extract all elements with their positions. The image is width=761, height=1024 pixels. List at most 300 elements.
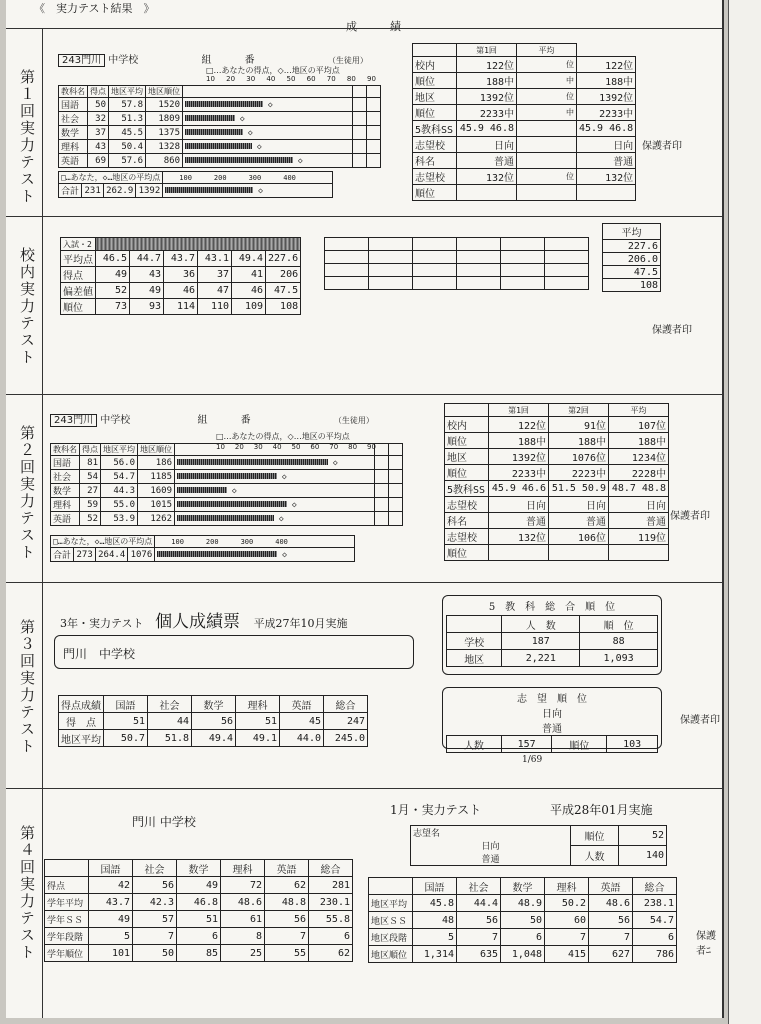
subject-score: 32: [88, 112, 109, 126]
total-avg: 262.9: [103, 184, 135, 198]
cell-value: 57: [133, 911, 177, 928]
cell-value: 50: [133, 945, 177, 962]
subject-score: 43: [88, 140, 109, 154]
rank-value: 122位: [457, 57, 517, 73]
avg-marker: ◇: [235, 113, 245, 123]
rank-row: [447, 650, 658, 667]
cell-value: 7: [265, 928, 309, 945]
subject-row: [51, 456, 403, 470]
score-col-head: 理科: [236, 696, 280, 713]
grid-cell: [369, 277, 413, 290]
col-head: 英語: [265, 860, 309, 877]
avg-row: [603, 240, 661, 253]
avg-marker: ◇: [252, 141, 262, 151]
grid-cell: [545, 238, 589, 251]
column-header: 得点: [88, 86, 109, 98]
score-row-label: 地区平均: [59, 730, 104, 747]
rank-title: 5 教 科 総 合 順 位: [488, 602, 616, 613]
blank-cell: [353, 140, 367, 154]
score-bar: [177, 501, 287, 507]
report-title: 個人成績票: [155, 612, 241, 632]
row-value: 36: [164, 267, 198, 283]
wish-title: 志 望 順 位: [517, 694, 587, 705]
avg-row: [603, 253, 661, 266]
rank-label: 地区: [413, 89, 457, 105]
count-value: 140: [619, 846, 667, 866]
cell-value: 72: [221, 877, 265, 894]
score-col-head: 国語: [104, 696, 148, 713]
subject-rank: 1015: [138, 498, 175, 512]
subject-name: 社会: [59, 112, 88, 126]
avg-marker: ◇: [277, 471, 287, 481]
grade-label: 組: [201, 55, 212, 66]
data-row: [45, 877, 353, 894]
blank-cell: [367, 140, 381, 154]
subject-rank: 1375: [146, 126, 183, 140]
col-head: 理科: [221, 860, 265, 877]
lead-label: 入試・2: [61, 238, 96, 251]
wish-value: 157: [501, 736, 552, 753]
cell-value: 786: [633, 946, 677, 963]
cell-value: 62: [265, 877, 309, 894]
subject-name: 数学: [51, 484, 80, 498]
grid-cell: [457, 238, 501, 251]
data-row: [45, 928, 353, 945]
subject-score: 59: [80, 498, 101, 512]
row-label: 地区平均: [369, 895, 413, 912]
blank-cell: [367, 98, 381, 112]
cell-value: 230.1: [309, 894, 353, 911]
total-scale: [157, 538, 288, 546]
scale-tick: 90: [367, 75, 376, 83]
number-label: 番: [244, 55, 255, 66]
row-value: 108: [266, 299, 301, 315]
column-header: 得点: [80, 444, 101, 456]
scale-tick: 70: [326, 75, 336, 83]
rank-col-head: 第2回: [549, 404, 609, 417]
total-rank: 1076: [128, 548, 155, 562]
cell-value: 8: [221, 928, 265, 945]
test-title: 1月・実力テスト: [390, 803, 482, 817]
subject-avg: 54.7: [101, 470, 138, 484]
total-rank: 1392: [136, 184, 163, 198]
blank-cell: [389, 456, 403, 470]
guardian-seal: 保護者印: [680, 715, 720, 726]
score-value: 45: [280, 713, 324, 730]
section-test-2: [6, 394, 724, 582]
row-label: 学年平均: [45, 894, 89, 911]
cell-value: 56: [589, 912, 633, 929]
row-value: 46: [164, 283, 198, 299]
cell-value: 55.8: [309, 911, 353, 928]
rank-value: 日向: [489, 497, 549, 513]
count-label: 人数: [571, 846, 619, 866]
subject-avg: 57.8: [109, 98, 146, 112]
scale-tick: 200: [213, 173, 227, 182]
total-scale: [165, 174, 296, 182]
data-row: [369, 895, 677, 912]
cell-value: 281: [309, 877, 353, 894]
rank-value: 107位: [609, 417, 669, 433]
subject-avg: 57.6: [109, 154, 146, 168]
section-label: 第３回実力テスト: [18, 619, 36, 755]
subject-rank: 1609: [138, 484, 175, 498]
row-value: 109: [232, 299, 266, 315]
subject-score: 52: [80, 512, 101, 526]
subject-score: 50: [88, 98, 109, 112]
row-value: 43.7: [164, 251, 198, 267]
scale-tick: 80: [346, 75, 356, 83]
rank-unit: 中: [517, 73, 577, 89]
rank-label: 5教科SS: [413, 121, 457, 137]
avg-marker: ◇: [274, 513, 284, 523]
sheet-title: 《 実力テスト結果 》: [34, 2, 155, 15]
score-value: 50.7: [104, 730, 148, 747]
score-bar: [185, 143, 252, 149]
avg-marker: ◇: [287, 499, 297, 509]
rank-value: 普通: [549, 513, 609, 529]
wish-course: 普通: [481, 855, 500, 865]
subject-rank: 1328: [146, 140, 183, 154]
rank-value: [577, 185, 636, 201]
cell-value: 62: [309, 945, 353, 962]
score-bar-cell: [175, 484, 375, 498]
subject-row: [59, 126, 381, 140]
rank-table: [444, 403, 669, 561]
rank-value: 普通: [609, 513, 669, 529]
rank-value: 188中: [609, 433, 669, 449]
rank-row: [413, 169, 636, 185]
rank-value: 1392位: [457, 89, 517, 105]
grid-row: [325, 238, 589, 251]
scale-tick: 20: [234, 443, 244, 451]
school-test-average: [602, 223, 661, 292]
rank-value: 1076位: [549, 449, 609, 465]
number-label: 番: [240, 415, 251, 426]
blank-col: [389, 444, 403, 456]
score-bar: [177, 473, 277, 479]
grid-cell: [501, 251, 545, 264]
rank-row: [445, 481, 669, 497]
rank-value: 106位: [549, 529, 609, 545]
row-label: 地区段階: [369, 929, 413, 946]
chart-legend: □…あなたの得点，◇…地区の平均点: [206, 66, 340, 75]
score-value: 51: [104, 713, 148, 730]
subject-name: 社会: [51, 470, 80, 484]
scale-tick: 30: [246, 75, 256, 83]
wish-table: [410, 825, 667, 866]
scale-tick: 300: [248, 173, 262, 182]
wish-school: 日向: [481, 842, 500, 852]
subject-score: 54: [80, 470, 101, 484]
subject-row: [51, 498, 403, 512]
col-head: 社会: [133, 860, 177, 877]
rank-value: 188中: [577, 73, 636, 89]
section-label: 第４回実力テスト: [18, 825, 36, 961]
avg-marker: ◇: [243, 127, 253, 137]
row-value: 47.5: [266, 283, 301, 299]
cell-value: 7: [545, 929, 589, 946]
row-value: 73: [96, 299, 130, 315]
rank-value: 2233中: [577, 105, 636, 121]
blank-cell: [367, 154, 381, 168]
guardian-seal: 保護者印: [642, 141, 682, 152]
rank-row: [413, 105, 636, 121]
scale-tick: 60: [306, 75, 316, 83]
data-row: [369, 946, 677, 963]
score-bar: [185, 101, 263, 107]
score-bar: [177, 487, 227, 493]
scale-tick: 30: [253, 443, 263, 451]
grid-cell: [325, 277, 369, 290]
row-value: 46.5: [96, 251, 130, 267]
grade-table: [44, 859, 353, 962]
col-head: 数学: [177, 860, 221, 877]
cell-value: 85: [177, 945, 221, 962]
blank-cell: [375, 498, 389, 512]
adjacent-sheet-edge: [728, 0, 761, 1024]
score-value: 245.0: [324, 730, 368, 747]
rank-label: 順位: [445, 545, 489, 561]
rank-value: 45.9 46.8: [457, 121, 517, 137]
chart-header: [175, 444, 375, 456]
cell-value: 56: [133, 877, 177, 894]
rank-value: 122位: [489, 417, 549, 433]
row-label: 学年順位: [45, 945, 89, 962]
avg-marker: ◇: [293, 155, 303, 165]
subject-score: 81: [80, 456, 101, 470]
rank-value: 48.7 48.8: [609, 481, 669, 497]
cell-value: 60: [545, 912, 589, 929]
blank-cell: [389, 484, 403, 498]
row-value: 43: [130, 267, 164, 283]
rank-value: 日向: [549, 497, 609, 513]
column-header: 教科名: [59, 86, 88, 98]
school-code: 243門川: [50, 414, 97, 427]
rank-value: [457, 185, 517, 201]
scale-tick: 50: [291, 443, 301, 451]
cell-value: 56: [265, 911, 309, 928]
rank-value: 1392位: [489, 449, 549, 465]
rank-value: 132位: [457, 169, 517, 185]
subject-name: 国語: [51, 456, 80, 470]
rank-unit: 位: [517, 89, 577, 105]
avg-row: [603, 279, 661, 292]
rank-value: 188中: [457, 73, 517, 89]
section-label: 第１回実力テスト: [18, 69, 36, 205]
data-row: [369, 912, 677, 929]
col-head: 英語: [589, 878, 633, 895]
grid-cell: [413, 238, 457, 251]
grid-cell: [413, 277, 457, 290]
grid-cell: [457, 264, 501, 277]
rank-row: [445, 529, 669, 545]
subject-name: 理科: [59, 140, 88, 154]
grid-cell: [545, 277, 589, 290]
cell-value: 635: [457, 946, 501, 963]
section-test-3: [6, 582, 724, 788]
rank-value: 187: [502, 633, 580, 650]
grid-cell: [413, 251, 457, 264]
row-value: 49: [130, 283, 164, 299]
scale-tick: 90: [367, 443, 376, 451]
rank-label: 志望校: [413, 169, 457, 185]
blank-cell: [353, 112, 367, 126]
row-value: 37: [198, 267, 232, 283]
row-label: 偏差値: [61, 283, 96, 299]
cell-value: 46.8: [177, 894, 221, 911]
scale-tick: 400: [275, 537, 288, 546]
cell-value: 55: [265, 945, 309, 962]
grid-cell: [501, 277, 545, 290]
column-header: 地区順位: [146, 86, 183, 98]
grid-cell: [369, 264, 413, 277]
subject-row: [51, 484, 403, 498]
total-score: 273: [74, 548, 96, 562]
rank-row: [445, 545, 669, 561]
blank-col: [375, 444, 389, 456]
score-bar: [177, 515, 274, 521]
scale-tick: 200: [205, 537, 219, 546]
rank-label: 5教科SS: [445, 481, 489, 497]
scale-tick: 400: [283, 173, 296, 182]
grid-row: [325, 277, 589, 290]
rank-unit: [517, 185, 577, 201]
rank-row: [413, 73, 636, 89]
grid-cell: [457, 277, 501, 290]
section-test-1: [6, 28, 724, 216]
blank-cell: [367, 126, 381, 140]
row-value: 93: [130, 299, 164, 315]
column-header: 教科名: [51, 444, 80, 456]
school-suffix: 中学校: [100, 415, 131, 426]
rank-value: [549, 545, 609, 561]
cell-value: 54.7: [633, 912, 677, 929]
row-label: 得点: [45, 877, 89, 894]
col-head: [369, 878, 413, 895]
score-bar-cell: [183, 140, 353, 154]
cell-value: 5: [89, 928, 133, 945]
subject-avg: 50.4: [109, 140, 146, 154]
school-suffix: 中学校: [108, 55, 139, 66]
avg-value: 227.6: [603, 240, 661, 253]
scale-tick: 300: [240, 537, 254, 546]
score-col-head: 社会: [148, 696, 192, 713]
rank-label: 科名: [445, 513, 489, 529]
score-bar: [185, 115, 235, 121]
score-sheet: [6, 0, 724, 1018]
rank-unit: 位: [517, 57, 577, 73]
row-value: 227.6: [266, 251, 301, 267]
rank-value: 日向: [577, 137, 636, 153]
cell-value: 48.6: [589, 895, 633, 912]
total-table: [50, 535, 355, 562]
rank-value: 119位: [609, 529, 669, 545]
scale-tick: 40: [272, 443, 282, 451]
blank-cell: [375, 456, 389, 470]
score-bar: [185, 129, 243, 135]
cell-value: 7: [133, 928, 177, 945]
grid-cell: [369, 251, 413, 264]
subject-avg: 45.5: [109, 126, 146, 140]
rank-row: [445, 513, 669, 529]
rank-value: 2233中: [489, 465, 549, 481]
score-bar: [185, 157, 293, 163]
row-value: 44.7: [130, 251, 164, 267]
rank-label: 順位: [445, 465, 489, 481]
col-head: 理科: [545, 878, 589, 895]
cell-value: 43.7: [89, 894, 133, 911]
blank-cell: [375, 484, 389, 498]
scale-tick: 10: [206, 75, 215, 83]
wish-label: 順位: [552, 736, 607, 753]
avg-marker: ◇: [277, 549, 287, 559]
cell-value: 7: [589, 929, 633, 946]
blank-col: [353, 86, 367, 98]
cell-value: 7: [457, 929, 501, 946]
handwritten-note: 1/69: [522, 755, 543, 765]
rank-value: 1392位: [577, 89, 636, 105]
score-col-head: 英語: [280, 696, 324, 713]
rank-value: 2228中: [609, 465, 669, 481]
row-value: 46: [232, 283, 266, 299]
rank-label: 順位: [413, 73, 457, 89]
count-head: 人 数: [502, 616, 580, 633]
total-table: [58, 171, 333, 198]
subject-rank: 1809: [146, 112, 183, 126]
row-label: 地区順位: [369, 946, 413, 963]
wish-course: 普通: [542, 724, 562, 735]
row-label: 学年段階: [45, 928, 89, 945]
row-value: 43.1: [198, 251, 232, 267]
school-row: [61, 267, 301, 283]
score-value: 51.8: [148, 730, 192, 747]
rank-unit: [517, 153, 577, 169]
rank-unit: 位: [517, 169, 577, 185]
col-head: 国語: [89, 860, 133, 877]
rank-value: 1234位: [609, 449, 669, 465]
blank-cell: [389, 498, 403, 512]
score-value: 56: [192, 713, 236, 730]
rank-value: 普通: [577, 153, 636, 169]
total-bar-cell: [163, 184, 333, 198]
school-row: [61, 283, 301, 299]
score-col-head: 得点成績: [59, 696, 104, 713]
subject-avg: 56.0: [101, 456, 138, 470]
score-value: 247: [324, 713, 368, 730]
rank-value: 1,093: [580, 650, 658, 667]
rank-label: 順位: [413, 185, 457, 201]
rank-value: 132位: [577, 169, 636, 185]
rank-value: 188中: [489, 433, 549, 449]
row-label: 得点: [61, 267, 96, 283]
rank-value: 日向: [609, 497, 669, 513]
guardian-seal: 保護者印: [670, 511, 710, 522]
rank-row: [413, 121, 636, 137]
avg-marker: ◇: [263, 99, 273, 109]
row-label: 地区ＳＳ: [369, 912, 413, 929]
rank-value: 45.9 46.6: [489, 481, 549, 497]
col-head: 国語: [413, 878, 457, 895]
scale-tick: 80: [348, 443, 358, 451]
score-bar-cell: [175, 456, 375, 470]
score-row-label: 得 点: [59, 713, 104, 730]
cell-value: 6: [177, 928, 221, 945]
rank-head: 順 位: [580, 616, 658, 633]
wish-school: 日向: [542, 709, 562, 720]
score-bar: [177, 459, 328, 465]
col-head: 社会: [457, 878, 501, 895]
